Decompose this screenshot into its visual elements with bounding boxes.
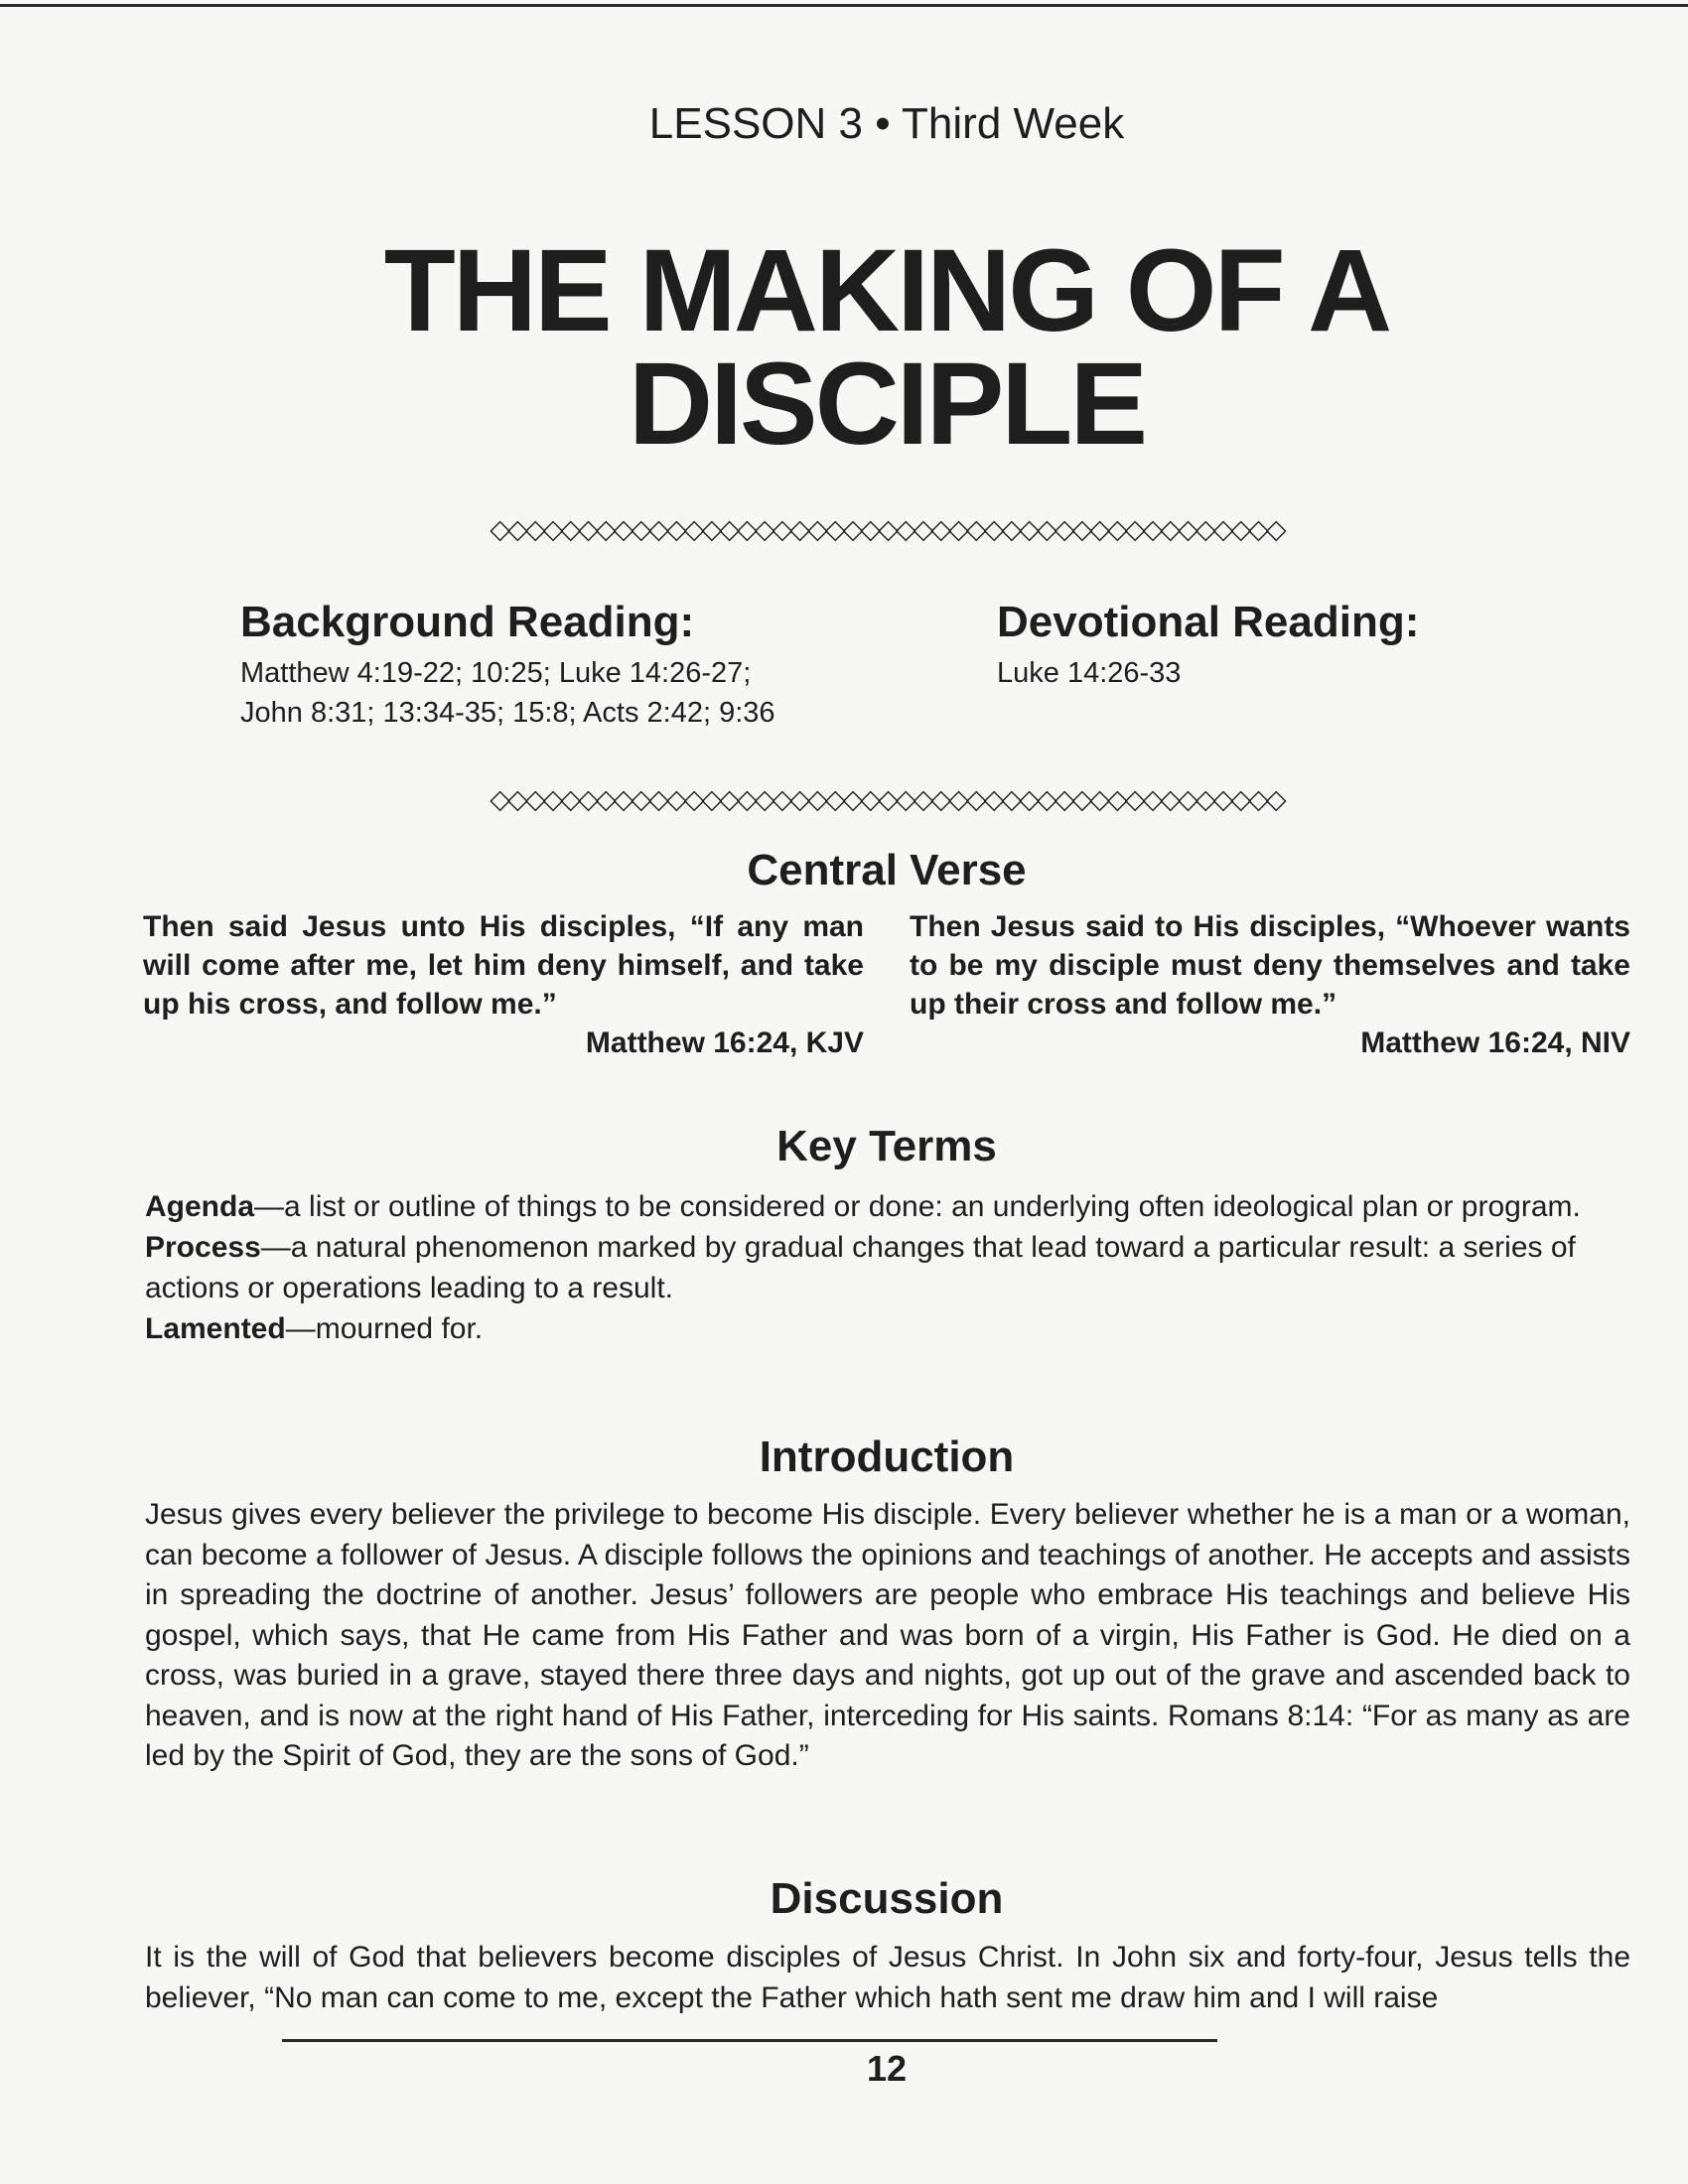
key-term-definition: —mourned for. xyxy=(285,1312,484,1345)
devotional-reading-refs xyxy=(997,653,1593,693)
diamond-divider-top: ◇◇◇◇◇◇◇◇◇◇◇◇◇◇◇◇◇◇◇◇◇◇◇◇◇◇◇◇◇◇◇◇◇◇◇◇◇◇◇◇◇◇◇◇◇ xyxy=(490,514,1284,544)
discussion-text: It is the will of God that believers become disciples of Jesus Christ. In John six and forty-four, Jesus tells the believer, “No man can come to me, except the Father which hath sent me draw him and I will raise xyxy=(145,1941,1630,2014)
key-term-word: Process xyxy=(145,1231,261,1264)
diamond-divider-bottom: ◇◇◇◇◇◇◇◇◇◇◇◇◇◇◇◇◇◇◇◇◇◇◇◇◇◇◇◇◇◇◇◇◇◇◇◇◇◇◇◇◇◇◇◇◇ xyxy=(490,784,1284,814)
key-terms-list xyxy=(145,1186,1630,1349)
kjv-verse-text: Then said Jesus unto His disciples, “If any man will come after me, let him deny himself, and take up his cross, and follow me.” xyxy=(143,910,864,1021)
devotional-reading-line-1: Luke 14:26-33 xyxy=(997,657,1182,689)
key-term-definition: —a natural phenomenon marked by gradual changes that lead toward a particular result: a series of actions or operations leading to a result. xyxy=(145,1231,1576,1304)
background-reading-line-2: John 8:31; 13:34-35; 15:8; Acts 2:42; 9:36 xyxy=(240,697,775,729)
lesson-label: LESSON 3 • Third Week xyxy=(648,99,1125,148)
key-term-word: Lamented xyxy=(145,1312,286,1345)
page-title xyxy=(143,225,1630,470)
introduction-heading: Introduction xyxy=(759,1433,1015,1481)
niv-verse-reference: Matthew 16:24, NIV xyxy=(1360,1026,1630,1059)
discussion-heading: Discussion xyxy=(770,1874,1004,1923)
background-reading-heading: Background Reading: xyxy=(240,598,695,646)
devotional-reading-heading: Devotional Reading: xyxy=(997,598,1420,646)
background-reading-refs xyxy=(240,653,876,733)
key-terms-heading: Key Terms xyxy=(776,1122,997,1170)
introduction-text: Jesus gives every believer the privilege to become His disciple. Every believer whether he is a man or a woman, can become a follower of Jesus. A disciple follows the opinions and teachings of another. He accepts and assists in spreading the doctrine of another. Jesus’ followers are people who embrace His teachings and believe His gospel, which says, that He came from His Father and was born of a virgin, His Father is God. He died on a cross, was buried in a grave, stayed there three days and nights, got up out of the grave and ascended back to heaven, and is now at the right hand of His Father, interceding for His saints. Romans 8:14: “For as many as are led by the Spirit of God, they are the sons of God.” xyxy=(145,1498,1630,1772)
page-number: 12 xyxy=(866,2048,908,2089)
central-verse-kjv xyxy=(143,907,864,1062)
key-term-item xyxy=(145,1186,1630,1227)
title-line-2: DISCIPLE xyxy=(628,339,1146,470)
niv-verse-text: Then Jesus said to His disciples, “Whoever wants to be my disciple must deny themselves and take up their cross and follow me.” xyxy=(910,910,1630,1021)
key-term-definition: —a list or outline of things to be considered or done: an underlying often ideological plan or program. xyxy=(254,1190,1581,1223)
footer-rule xyxy=(282,2039,1217,2042)
central-verse-niv xyxy=(910,907,1630,1062)
key-term-item xyxy=(145,1227,1630,1308)
key-term-word: Agenda xyxy=(145,1190,255,1223)
title-line-1: THE MAKING OF A xyxy=(383,225,1390,356)
central-verse-heading: Central Verse xyxy=(747,846,1027,894)
lesson-page xyxy=(143,0,1630,2184)
kjv-verse-reference: Matthew 16:24, KJV xyxy=(585,1026,864,1059)
background-reading-line-1: Matthew 4:19-22; 10:25; Luke 14:26-27; xyxy=(240,657,752,689)
key-term-item xyxy=(145,1308,1630,1349)
